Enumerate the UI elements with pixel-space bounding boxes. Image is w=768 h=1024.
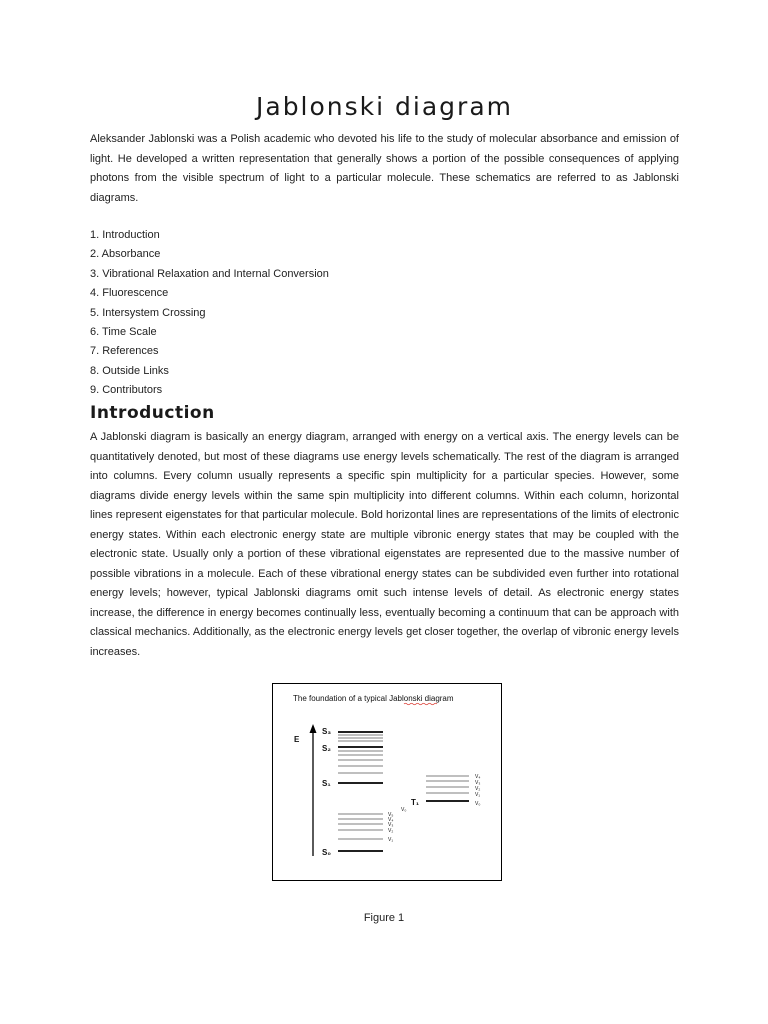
toc-item[interactable]: 8. Outside Links	[90, 364, 169, 377]
toc-item[interactable]: 4. Fluorescence	[90, 287, 169, 300]
s0-vib-label: V₅	[388, 812, 394, 818]
t1-vib-label: V₃	[475, 780, 481, 786]
t1-vib-label: V₂	[475, 786, 481, 792]
figure-title: The foundation of a typical Jablonski diagram	[293, 694, 454, 703]
t1-vib-label: V₁	[475, 792, 481, 798]
state-label-s2: S₂	[322, 744, 331, 753]
state-label-s0: S₀	[322, 848, 331, 857]
introduction-paragraph: A Jablonski diagram is basically an energy diagram, arranged with energy on a vertical axis. The energy levels can be quantitatively denoted, but most of these diagrams use energy levels schematically. The rest of the diagram is arranged into columns. Every column usually represents a specific spin multiplicity for a particular species. However, some diagrams divide energy levels within the same spin multiplicity into different columns. Within each column, horizontal lines represent eigenstates for that particular molecule. Bold horizontal lines are representations of the limits of electronic energy states. Within each electronic energy state are multiple vibronic energy states that may be coupled with the electronic state. Usually only a portion of these vibrational eigenstates are represented due to the massive number of possible vibrations in a molecule. Each of these vibrational energy states can be subdivided even further into rotational energy levels; however, typical Jablonski diagrams omit such intense levels of detail. As electronic energy states increase, the difference in energy becomes continually less, eventually becoming a continuum that can be approach with classical mechanics. Additionally, as the electronic energy levels get closer together, the overlap of vibronic energy levels increases.	[90, 431, 679, 658]
state-label-s1: S₁	[322, 779, 331, 788]
t1-v0-label: V₀	[401, 807, 407, 813]
s0-vib-label: V₁	[388, 837, 394, 843]
energy-axis-label: E	[294, 735, 300, 744]
toc-item[interactable]: 7. References	[90, 345, 159, 358]
s0-vib-label: V₄	[388, 817, 394, 823]
figure-title-underlined-word: Jablonski	[389, 694, 423, 703]
intro-paragraph: Aleksander Jablonski was a Polish academic who devoted his life to the study of molecular absorbance and emission of light. He developed a written representation that generally shows a portion of the possible consequences of applying photons from the visible spectrum of light to a particular molecule. These schematics are referred to as Jablonski diagrams.	[90, 133, 679, 204]
jablonski-figure	[272, 683, 502, 881]
energy-axis-arrowhead	[310, 724, 317, 733]
s0-vib-label: V₂	[388, 828, 394, 834]
toc-item[interactable]: 5. Intersystem Crossing	[90, 306, 206, 319]
toc-item[interactable]: 9. Contributors	[90, 384, 163, 397]
toc-item[interactable]: 3. Vibrational Relaxation and Internal Conversion	[90, 267, 329, 280]
section-heading-introduction: Introduction	[90, 403, 215, 423]
page-title: Jablonski diagram	[256, 92, 513, 121]
toc-item[interactable]: 1. Introduction	[90, 229, 160, 241]
state-label-t1: T₁	[411, 798, 420, 807]
jablonski-diagram	[273, 684, 501, 880]
figure-caption: Figure 1	[363, 912, 405, 924]
state-label-s3: S₃	[322, 727, 332, 736]
spellcheck-underline	[404, 703, 437, 705]
t1-vib-label: V₄	[475, 774, 481, 780]
table-of-contents	[90, 226, 329, 401]
toc-item[interactable]: 2. Absorbance	[90, 248, 161, 261]
t1-vib-label: V₀	[475, 801, 481, 807]
s0-vib-label: V₃	[388, 822, 394, 828]
toc-item[interactable]: 6. Time Scale	[90, 326, 157, 339]
